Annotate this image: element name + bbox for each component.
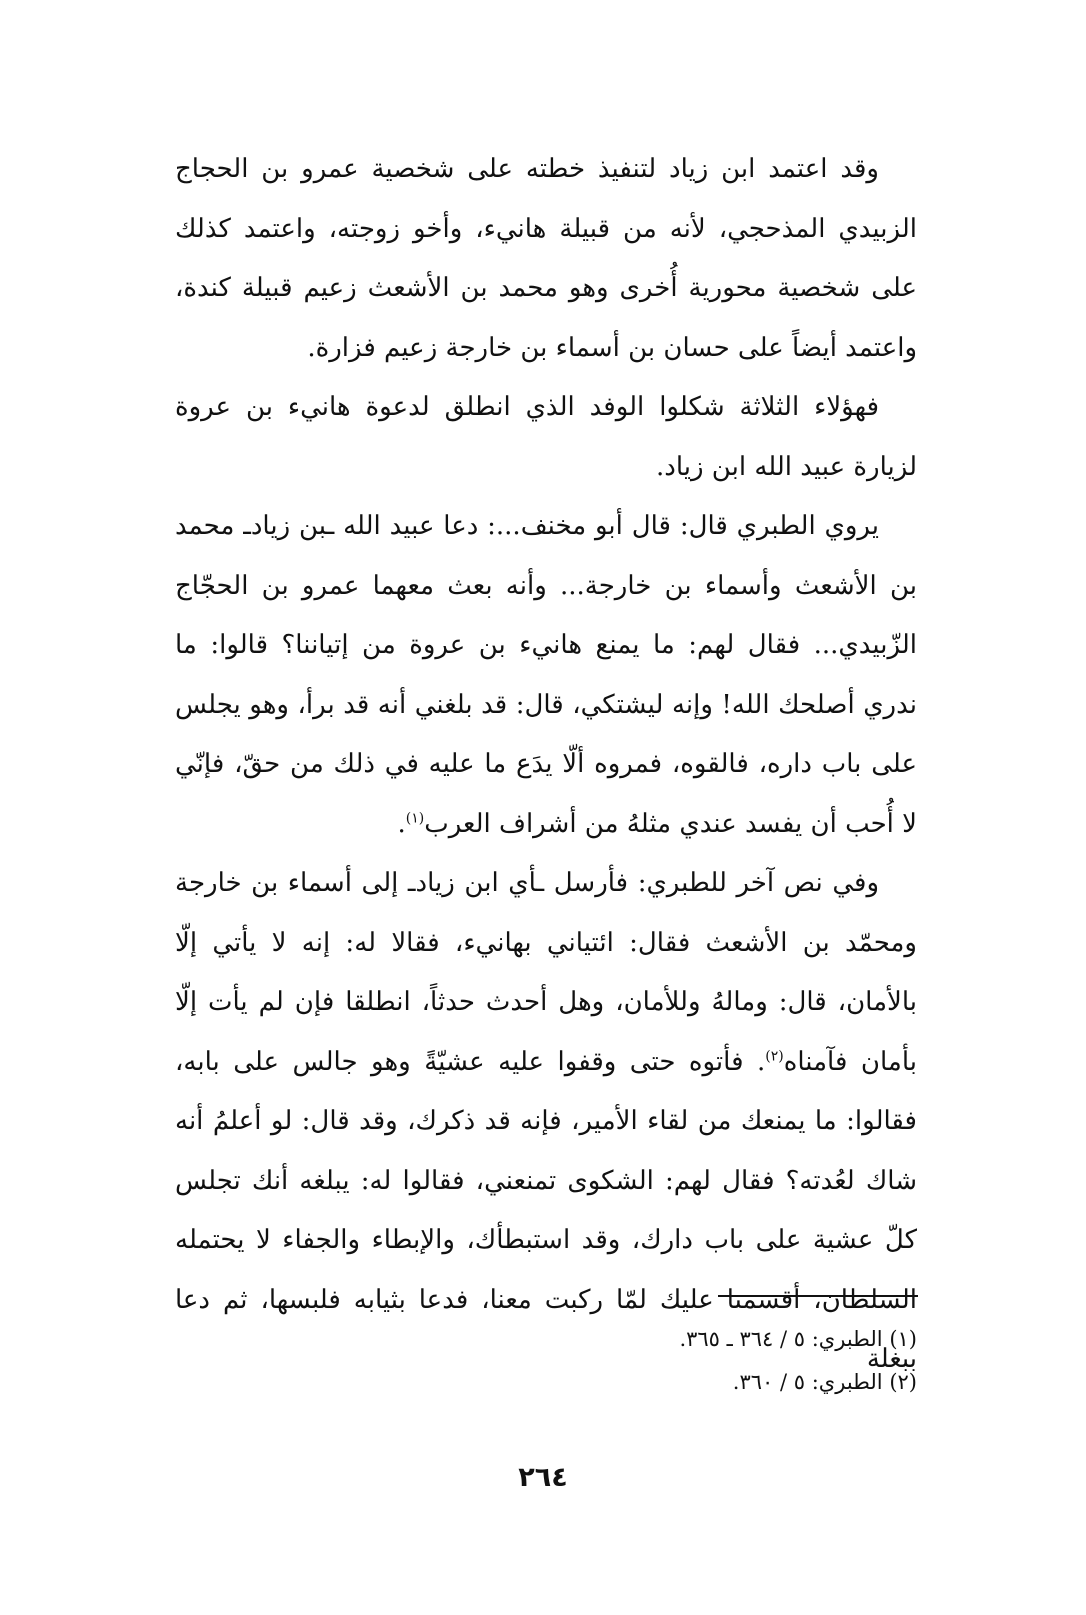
main-text xyxy=(175,140,917,1390)
paragraph-2 xyxy=(175,378,917,497)
paragraph-2-text: فهؤلاء الثلاثة شكلوا الوفد الذي انطلق لدعوة هانيء بن عروة لزيارة عبيد الله ابن زياد. xyxy=(175,392,917,482)
paragraph-3-text: يروي الطبري قال: قال أبو مخنف...: دعا عبيد الله ـبن زيادـ محمد بن الأشعث وأسماء بن خارجة... وأنه بعث معهما عمرو بن الحجّاج الزّبيدي... فقال لهم: ما يمنع هانيء بن عروة من إتياننا؟ قالوا: ما ندري أصلحك الله! وإنه ليشتكي، قال: قد بلغني أنه قد برأ، وهو يجلس على باب داره، فالقوه، فمروه ألّا يدَع ما عليه في ذلك من حقّ، فإنّي لا أُحب أن يفسد عندي مثلهُ من أشراف العرب xyxy=(175,511,917,839)
paragraph-4 xyxy=(175,854,917,1390)
footnote-2-text: الطبري: ٥ / ٣٦٠. xyxy=(732,1370,883,1394)
footnotes xyxy=(175,1318,917,1404)
footnote-1-text: الطبري: ٥ / ٣٦٤ ـ ٣٦٥. xyxy=(679,1327,883,1351)
paragraph-3 xyxy=(175,497,917,854)
footnote-2 xyxy=(175,1361,917,1404)
paragraph-4-text-a: وفي نص آخر للطبري: فأرسل ـأي ابن زيادـ إلى أسماء بن خارجة ومحمّد بن الأشعث فقال: ائتياني بهانيء، فقالا له: إنه لا يأتي إلّا بالأمان، قال: ومالهُ وللأمان، وهل أحدث حدثاً، انطلقا فإن لم يأت إلّا بأمان فآمناه xyxy=(175,868,917,1077)
paragraph-3-tail: . xyxy=(397,808,406,839)
footnote-ref-2: (٢) xyxy=(765,1047,784,1064)
footnote-1 xyxy=(175,1318,917,1361)
paragraph-4-text-b: . فأتوه حتى وقفوا عليه عشيّةً وهو جالس على بابه، فقالوا: ما يمنعك من لقاء الأمير، فإنه قد ذكرك، وقد قال: لو أعلمُ أنه شاك لعُدته؟ فقال لهم: الشكوى تمنعني، فقالوا له: يبلغه أنك تجلس كلّ عشية على باب دارك، وقد استبطأك، والإبطاء والجفاء لا يحتمله السلطان، أقسمنا عليك لمّا ركبت معنا، فدعا بثيابه فلبسها، ثم دعا ببغلة xyxy=(175,1046,917,1374)
paragraph-1-text: وقد اعتمد ابن زياد لتنفيذ خطته على شخصية عمرو بن الحجاج الزبيدي المذحجي، لأنه من قبيلة هانيء، وأخو زوجته، واعتمد كذلك على شخصية محورية أُخرى وهو محمد بن الأشعث زعيم قبيلة كندة، واعتمد أيضاً على حسان بن أسماء بن خارجة زعيم فزارة. xyxy=(175,154,918,363)
footnote-separator xyxy=(718,1295,918,1297)
footnote-ref-1: (١) xyxy=(405,809,425,826)
paragraph-1 xyxy=(175,140,917,378)
footnote-2-label: (٢) xyxy=(889,1370,917,1394)
page-number: ٢٦٤ xyxy=(518,1462,568,1493)
footnote-1-label: (١) xyxy=(889,1327,917,1351)
